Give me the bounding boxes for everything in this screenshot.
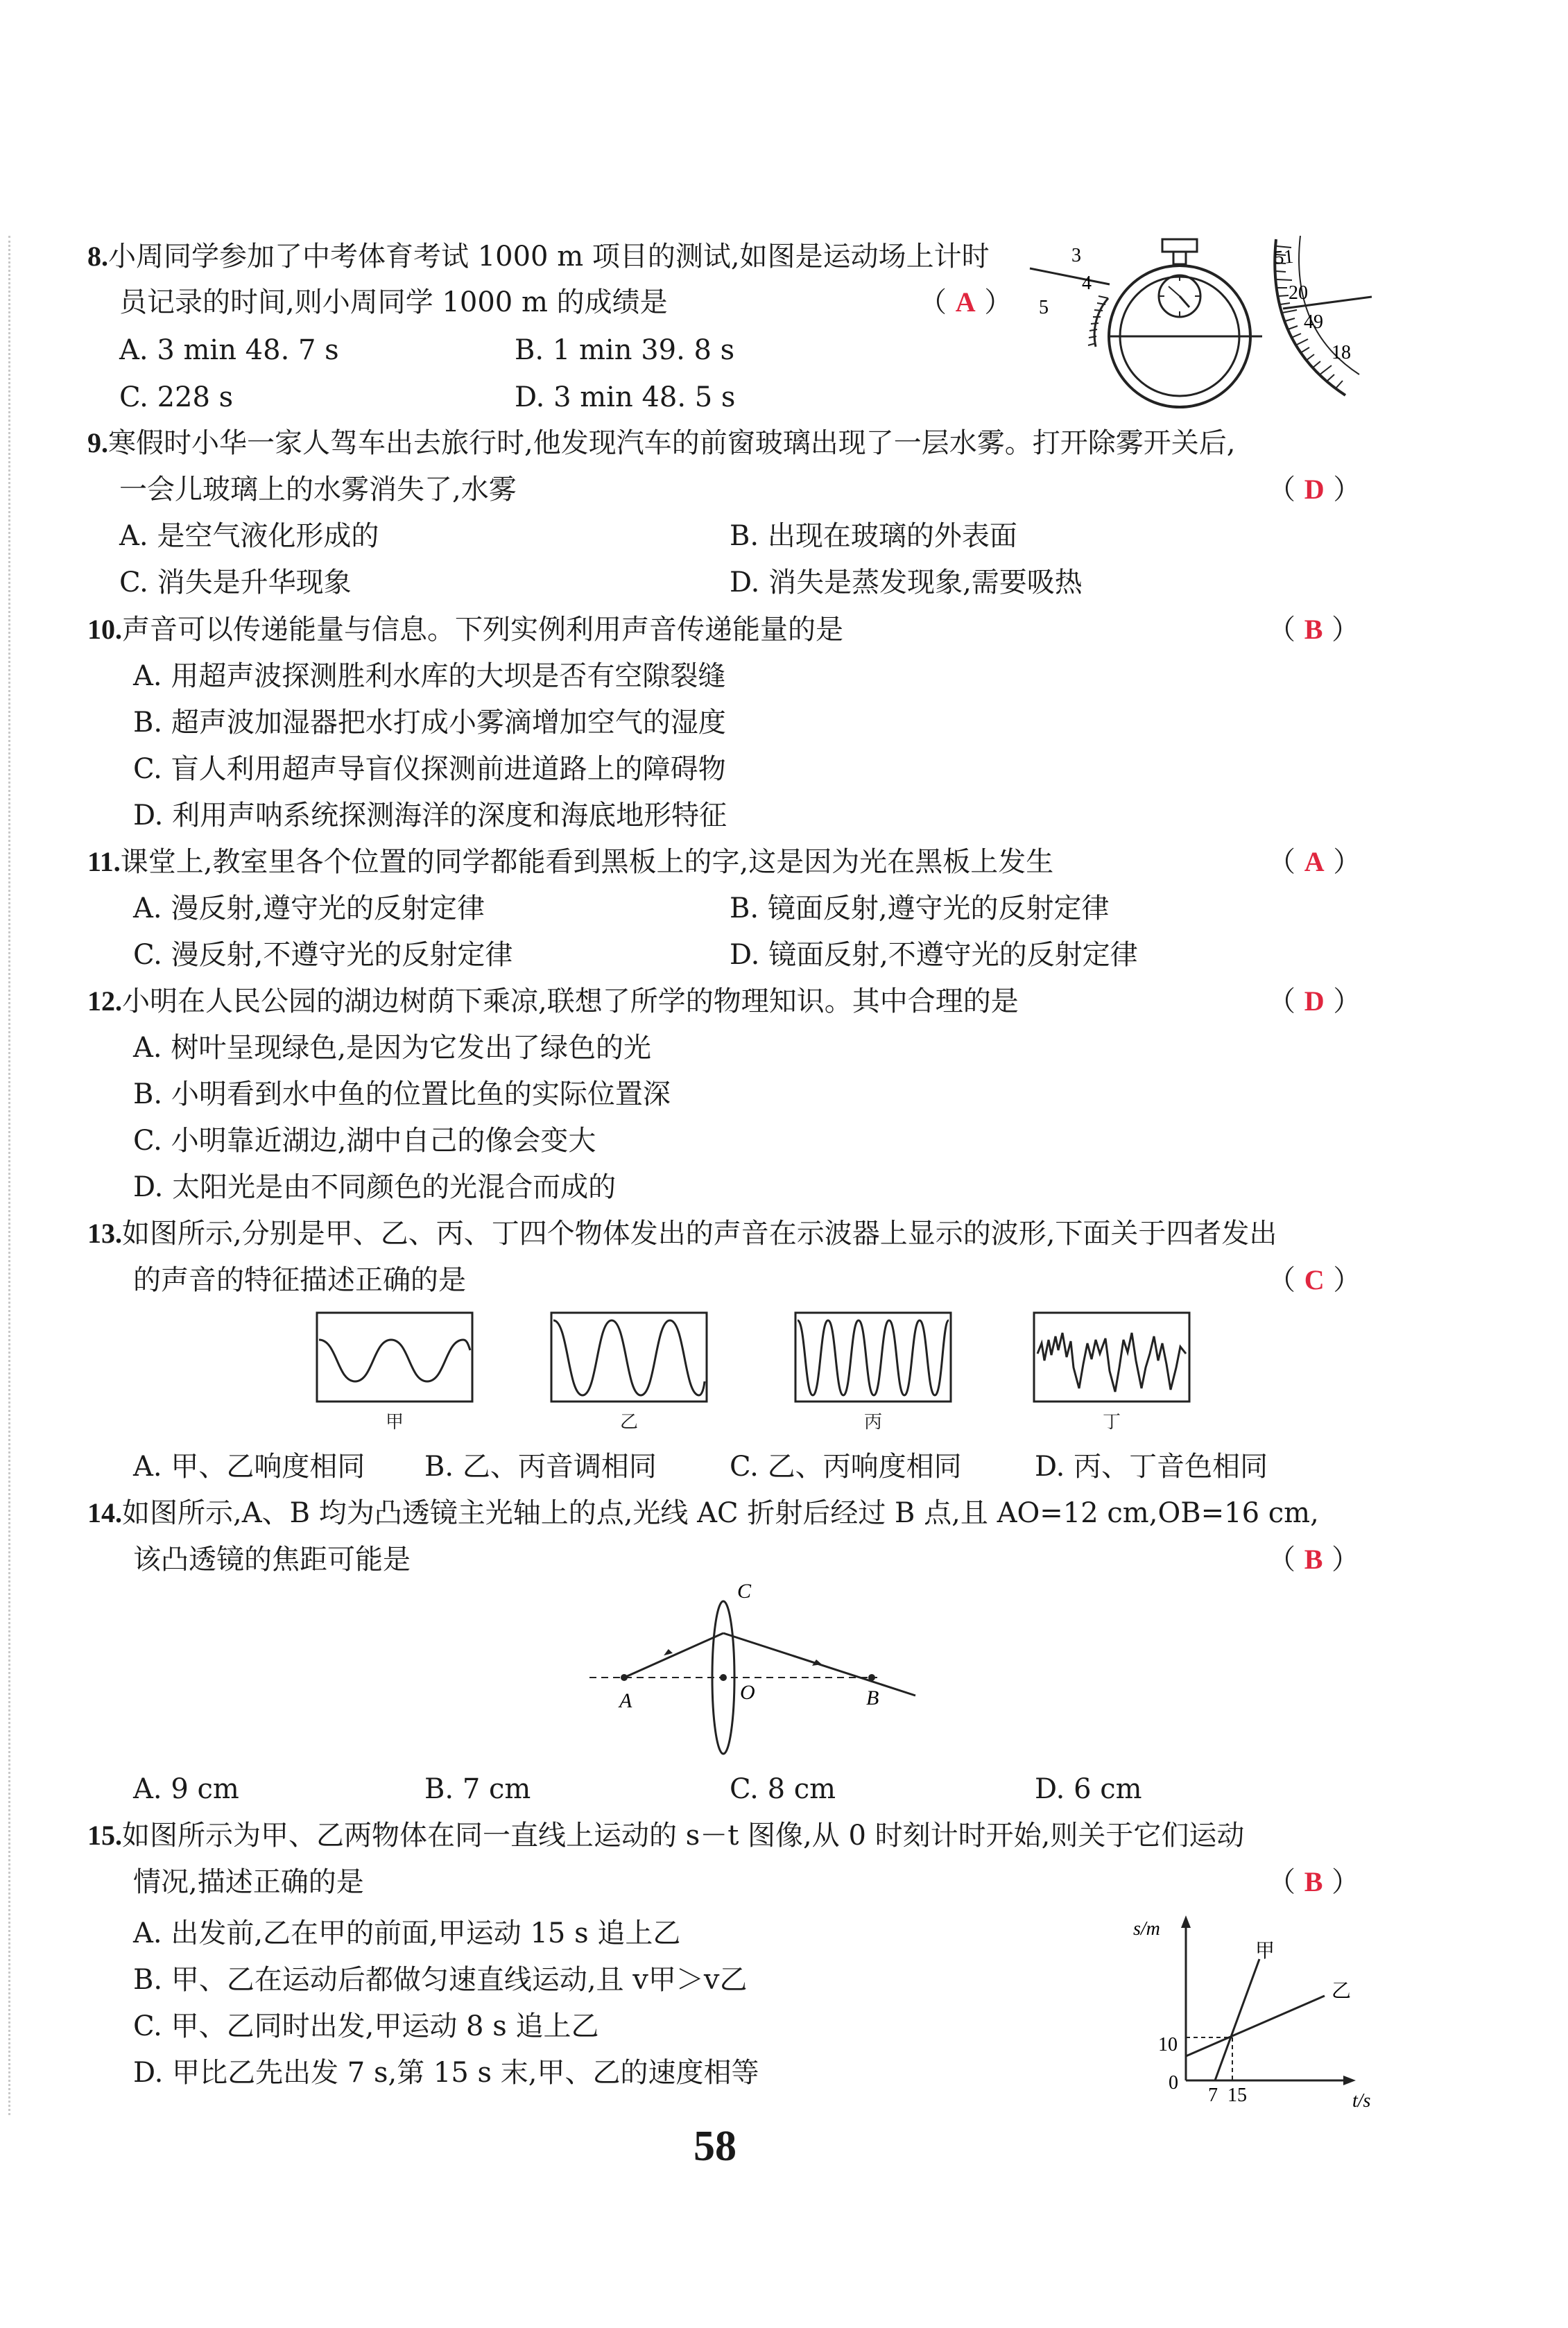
- question-14-option-d: D. 6 cm: [1035, 1773, 1142, 1805]
- waveform-label-bing: 丙: [863, 1412, 882, 1433]
- question-10-line-1: 10.声音可以传递能量与信息。下列实例利用声音传递能量的是: [87, 614, 843, 646]
- question-9-answer: （ D ）: [1268, 474, 1361, 506]
- st-graph-x-tick-15: 15: [1227, 2085, 1247, 2106]
- waveform-label-yi: 乙: [619, 1412, 638, 1433]
- question-9-option-a: A. 是空气液化形成的: [119, 520, 379, 552]
- convex-lens-figure: [586, 1581, 919, 1748]
- question-13-option-c: C. 乙、丙响度相同: [730, 1451, 962, 1483]
- question-15-line-2: 情况,描述正确的是: [133, 1866, 364, 1898]
- question-14-line-1: 14.如图所示,A、B 均为凸透镜主光轴上的点,光线 AC 折射后经过 B 点,且 AO=12 cm,OB=16 cm,: [87, 1497, 1319, 1529]
- waveform-label-jia: 甲: [385, 1412, 404, 1433]
- question-10-option-a: A. 用超声波探测胜利水库的大坝是否有空隙裂缝: [133, 660, 726, 692]
- waveform-jia: [316, 1312, 473, 1402]
- st-graph-line-yi: [1186, 1996, 1325, 2056]
- question-10-number: 10.: [87, 614, 122, 645]
- question-11-option-a: A. 漫反射,遵守光的反射定律: [133, 893, 485, 924]
- st-graph-x-tick-7: 7: [1208, 2085, 1218, 2106]
- question-8-option-c: C. 228 s: [119, 381, 234, 413]
- question-12-number: 12.: [87, 985, 122, 1017]
- question-9-line-1: 9.寒假时小华一家人驾车出去旅行时,他发现汽车的前窗玻璃出现了一层水雾。打开除雾开关后,: [87, 427, 1236, 459]
- waveform-bing: [795, 1312, 951, 1402]
- lens-label-o: O: [740, 1681, 755, 1704]
- st-graph-y-tick-10: 10: [1158, 2034, 1178, 2055]
- question-9-option-c: C. 消失是升华现象: [119, 567, 352, 598]
- question-10-option-d: D. 利用声呐系统探测海洋的深度和海底地形特征: [133, 800, 727, 831]
- question-11-option-d: D. 镜面反射,不遵守光的反射定律: [730, 939, 1138, 971]
- waveform-ding: [1033, 1312, 1190, 1402]
- question-8-number: 8.: [87, 241, 108, 272]
- question-13-answer: （ C ）: [1268, 1264, 1361, 1296]
- question-13-line-2: 的声音的特征描述正确的是: [133, 1264, 466, 1296]
- stopwatch-scale-label-5: 5: [1039, 297, 1049, 318]
- page-number: 58: [693, 2123, 736, 2170]
- stopwatch-crown: [1162, 239, 1197, 252]
- question-8-line-2: 员记录的时间,则小周同学 1000 m 的成绩是: [119, 286, 668, 318]
- stopwatch-scale-label-4: 4: [1082, 273, 1092, 294]
- st-graph-line-jia: [1215, 1959, 1259, 2080]
- question-8-option-d: D. 3 min 48. 5 s: [515, 381, 736, 413]
- question-10-option-c: C. 盲人利用超声导盲仪探测前进道路上的障碍物: [133, 753, 726, 785]
- stopwatch-scale-label-51: 51: [1273, 245, 1295, 269]
- question-9-number: 9.: [87, 427, 108, 458]
- question-13-option-d: D. 丙、丁音色相同: [1035, 1451, 1268, 1483]
- stopwatch-figure: [1026, 232, 1387, 406]
- question-12-answer: （ D ）: [1268, 985, 1361, 1017]
- question-8-option-b: B. 1 min 39. 8 s: [515, 334, 735, 366]
- question-12-line-1: 12.小明在人民公园的湖边树荫下乘凉,联想了所学的物理知识。其中合理的是: [87, 985, 1019, 1017]
- question-11-answer: （ A ）: [1268, 846, 1361, 878]
- question-11-number: 11.: [87, 846, 121, 877]
- question-15-line-1: 15.如图所示为甲、乙两物体在同一直线上运动的 s－t 图像,从 0 时刻计时开始,则关于它们运动: [87, 1820, 1245, 1852]
- lens-label-b: B: [866, 1687, 879, 1709]
- question-14-option-b: B. 7 cm: [424, 1773, 531, 1805]
- question-11-line-1: 11.课堂上,教室里各个位置的同学都能看到黑板上的字,这是因为光在黑板上发生: [87, 846, 1054, 878]
- margin-dotted-line: [8, 236, 10, 2115]
- question-15-answer: （ B ）: [1268, 1866, 1360, 1898]
- st-graph-label-jia: 甲: [1255, 1939, 1275, 1962]
- question-14-answer: （ B ）: [1268, 1544, 1360, 1576]
- question-10-answer: （ B ）: [1268, 614, 1360, 646]
- question-15-option-a: A. 出发前,乙在甲的前面,甲运动 15 s 追上乙: [133, 1917, 681, 1949]
- question-15-option-d: D. 甲比乙先出发 7 s,第 15 s 末,甲、乙的速度相等: [133, 2057, 759, 2089]
- question-9-option-d: D. 消失是蒸发现象,需要吸热: [730, 567, 1083, 598]
- waveform-label-ding: 丁: [1102, 1412, 1121, 1433]
- question-15-option-b: B. 甲、乙在运动后都做匀速直线运动,且 v甲＞v乙: [133, 1964, 748, 1996]
- stopwatch-scale-label-49: 49: [1304, 311, 1323, 333]
- st-graph-y-label: s/m: [1133, 1918, 1160, 1940]
- question-15-option-c: C. 甲、乙同时出发,甲运动 8 s 追上乙: [133, 2010, 599, 2042]
- incident-ray: [624, 1633, 723, 1678]
- question-12-option-c: C. 小明靠近湖边,湖中自己的像会变大: [133, 1125, 596, 1157]
- question-12-option-d: D. 太阳光是由不同颜色的光混合而成的: [133, 1171, 617, 1203]
- st-graph-x-label: t/s: [1352, 2090, 1371, 2112]
- question-12-option-b: B. 小明看到水中鱼的位置比鱼的实际位置深: [133, 1078, 671, 1110]
- question-11-option-b: B. 镜面反射,遵守光的反射定律: [730, 893, 1110, 924]
- lens-label-a: A: [619, 1689, 632, 1712]
- question-11-option-c: C. 漫反射,不遵守光的反射定律: [133, 939, 513, 971]
- question-8-answer: （ A ）: [919, 286, 1013, 318]
- question-10-option-b: B. 超声波加湿器把水打成小雾滴增加空气的湿度: [133, 707, 726, 739]
- question-14-option-c: C. 8 cm: [730, 1773, 836, 1805]
- st-graph-origin: 0: [1169, 2072, 1178, 2094]
- stopwatch-scale-label-18: 18: [1332, 342, 1351, 363]
- waveform-yi: [551, 1312, 707, 1402]
- question-14-option-a: A. 9 cm: [133, 1773, 239, 1805]
- question-15-number: 15.: [87, 1820, 122, 1851]
- question-9-option-b: B. 出现在玻璃的外表面: [730, 520, 1017, 552]
- question-13-number: 13.: [87, 1218, 122, 1249]
- question-13-option-a: A. 甲、乙响度相同: [133, 1451, 365, 1483]
- lens-label-c: C: [737, 1580, 752, 1603]
- st-graph: [1130, 1907, 1394, 2115]
- question-8-option-a: A. 3 min 48. 7 s: [119, 334, 339, 366]
- question-14-line-2: 该凸透镜的焦距可能是: [133, 1544, 411, 1576]
- question-8-line-1: 8.小周同学参加了中考体育考试 1000 m 项目的测试,如图是运动场上计时: [87, 241, 990, 273]
- question-13-option-b: B. 乙、丙音调相同: [424, 1451, 657, 1483]
- question-14-number: 14.: [87, 1497, 122, 1528]
- question-9-line-2: 一会儿玻璃上的水雾消失了,水雾: [119, 474, 517, 506]
- stopwatch-scale-label-20: 20: [1289, 282, 1308, 304]
- stopwatch-scale-label-3: 3: [1071, 245, 1081, 266]
- question-12-option-a: A. 树叶呈现绿色,是因为它发出了绿色的光: [133, 1032, 652, 1064]
- st-graph-label-yi: 乙: [1332, 1979, 1352, 2002]
- question-13-line-1: 13.如图所示,分别是甲、乙、丙、丁四个物体发出的声音在示波器上显示的波形,下面关于四者发出: [87, 1218, 1277, 1250]
